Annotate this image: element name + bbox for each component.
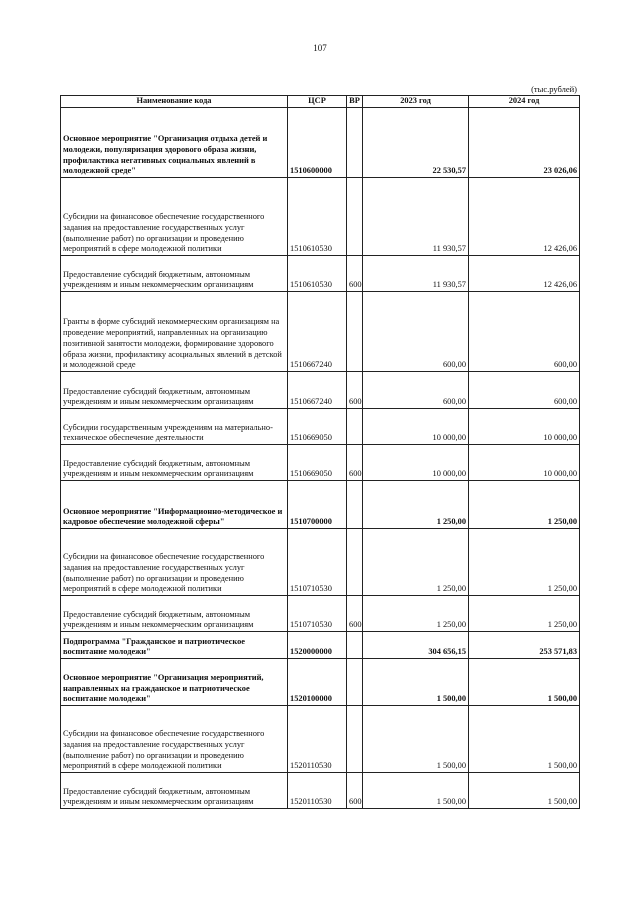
table-row [61,596,580,632]
row-value-2024: 1 250,00 [469,596,580,632]
row-vr-code: 600 [347,596,363,632]
row-value-2024: 1 250,00 [469,481,580,529]
row-csr-code: 1510669050 [288,445,347,481]
header-2024: 2024 год [469,96,580,108]
row-vr-code: 600 [347,445,363,481]
row-csr-code: 1520000000 [288,632,347,659]
row-value-2024: 10 000,00 [469,445,580,481]
table-row [61,773,580,809]
row-vr-code [347,409,363,445]
row-csr-code: 1510700000 [288,481,347,529]
table-row [61,445,580,481]
row-vr-code: 600 [347,256,363,292]
row-vr-code [347,706,363,773]
row-vr-code: 600 [347,372,363,409]
header-name: Наименование кода [61,96,288,108]
row-vr-code [347,292,363,372]
table-header-row [61,96,580,108]
row-name: Предоставление субсидий бюджетным, автономным учреждениям и иным некоммерческим организациям [61,596,288,632]
row-name: Предоставление субсидий бюджетным, автономным учреждениям и иным некоммерческим организациям [61,773,288,809]
row-name: Предоставление субсидий бюджетным, автономным учреждениям и иным некоммерческим организациям [61,445,288,481]
row-name: Предоставление субсидий бюджетным, автономным учреждениям и иным некоммерческим организациям [61,372,288,409]
row-value-2023: 1 500,00 [363,773,469,809]
row-name: Предоставление субсидий бюджетным, автономным учреждениям и иным некоммерческим организациям [61,256,288,292]
row-value-2024: 23 026,06 [469,108,580,178]
row-csr-code: 1510600000 [288,108,347,178]
table-row [61,706,580,773]
table-row [61,108,580,178]
row-value-2023: 600,00 [363,372,469,409]
row-value-2023: 1 250,00 [363,481,469,529]
row-csr-code: 1510710530 [288,596,347,632]
row-value-2024: 12 426,06 [469,178,580,256]
row-value-2023: 1 500,00 [363,659,469,706]
table-row [61,481,580,529]
row-csr-code: 1510667240 [288,372,347,409]
table-row [61,529,580,596]
row-value-2024: 1 500,00 [469,773,580,809]
table-row [61,256,580,292]
budget-table [60,95,580,809]
row-vr-code [347,632,363,659]
row-name: Субсидии на финансовое обеспечение государственного задания на предоставление государственных услуг (выполнение работ) по организации и проведению мероприятий в сфере молодежной политики [61,529,288,596]
row-value-2024: 12 426,06 [469,256,580,292]
units-label: (тыс.рублей) [531,84,577,94]
row-csr-code: 1510667240 [288,292,347,372]
row-name: Субсидии на финансовое обеспечение государственного задания на предоставление государственных услуг (выполнение работ) по организации и проведению мероприятий в сфере молодежной политики [61,178,288,256]
row-value-2024: 600,00 [469,372,580,409]
row-csr-code: 1510669050 [288,409,347,445]
row-csr-code: 1510610530 [288,256,347,292]
row-value-2024: 1 250,00 [469,529,580,596]
header-2023: 2023 год [363,96,469,108]
row-vr-code [347,178,363,256]
row-value-2024: 600,00 [469,292,580,372]
row-value-2023: 1 500,00 [363,706,469,773]
header-vr: ВР [347,96,363,108]
row-csr-code: 1520100000 [288,659,347,706]
row-value-2024: 10 000,00 [469,409,580,445]
row-value-2024: 253 571,83 [469,632,580,659]
row-csr-code: 1520110530 [288,773,347,809]
row-name: Подпрограмма "Гражданское и патриотическое воспитание молодежи" [61,632,288,659]
row-value-2023: 1 250,00 [363,529,469,596]
table-row [61,632,580,659]
table-row [61,659,580,706]
row-value-2023: 10 000,00 [363,445,469,481]
row-name: Основное мероприятие "Информационно-методическое и кадровое обеспечение молодежной сферы" [61,481,288,529]
row-vr-code [347,659,363,706]
row-name: Субсидии на финансовое обеспечение государственного задания на предоставление государственных услуг (выполнение работ) по организации и проведению мероприятий в сфере молодежной политики [61,706,288,773]
row-csr-code: 1510610530 [288,178,347,256]
row-vr-code [347,529,363,596]
header-csr: ЦСР [288,96,347,108]
row-value-2023: 1 250,00 [363,596,469,632]
table-row [61,178,580,256]
row-value-2023: 600,00 [363,292,469,372]
row-vr-code [347,481,363,529]
row-value-2023: 11 930,57 [363,178,469,256]
table-row [61,292,580,372]
row-name: Гранты в форме субсидий некоммерческим организациям на проведение мероприятий, направленных на организацию позитивной занятости молодежи, формирование здорового образа жизни, профилактику асоциальных явлений в детской и молодежной среде [61,292,288,372]
row-value-2023: 11 930,57 [363,256,469,292]
row-value-2024: 1 500,00 [469,659,580,706]
row-name: Основное мероприятие "Организация мероприятий, направленных на гражданское и патриотическое воспитание молодежи" [61,659,288,706]
row-csr-code: 1520110530 [288,706,347,773]
row-csr-code: 1510710530 [288,529,347,596]
row-value-2023: 304 656,15 [363,632,469,659]
row-name: Субсидии государственным учреждениям на материально-техническое обеспечение деятельности [61,409,288,445]
page-number: 107 [313,43,327,53]
row-value-2023: 22 530,57 [363,108,469,178]
table-row [61,372,580,409]
row-value-2023: 10 000,00 [363,409,469,445]
row-name: Основное мероприятие "Организация отдыха детей и молодежи, популяризация здорового образа жизни, профилактика негативных социальных явлений в молодежной среде" [61,108,288,178]
table-body [61,108,580,809]
row-vr-code: 600 [347,773,363,809]
row-vr-code [347,108,363,178]
table-row [61,409,580,445]
row-value-2024: 1 500,00 [469,706,580,773]
